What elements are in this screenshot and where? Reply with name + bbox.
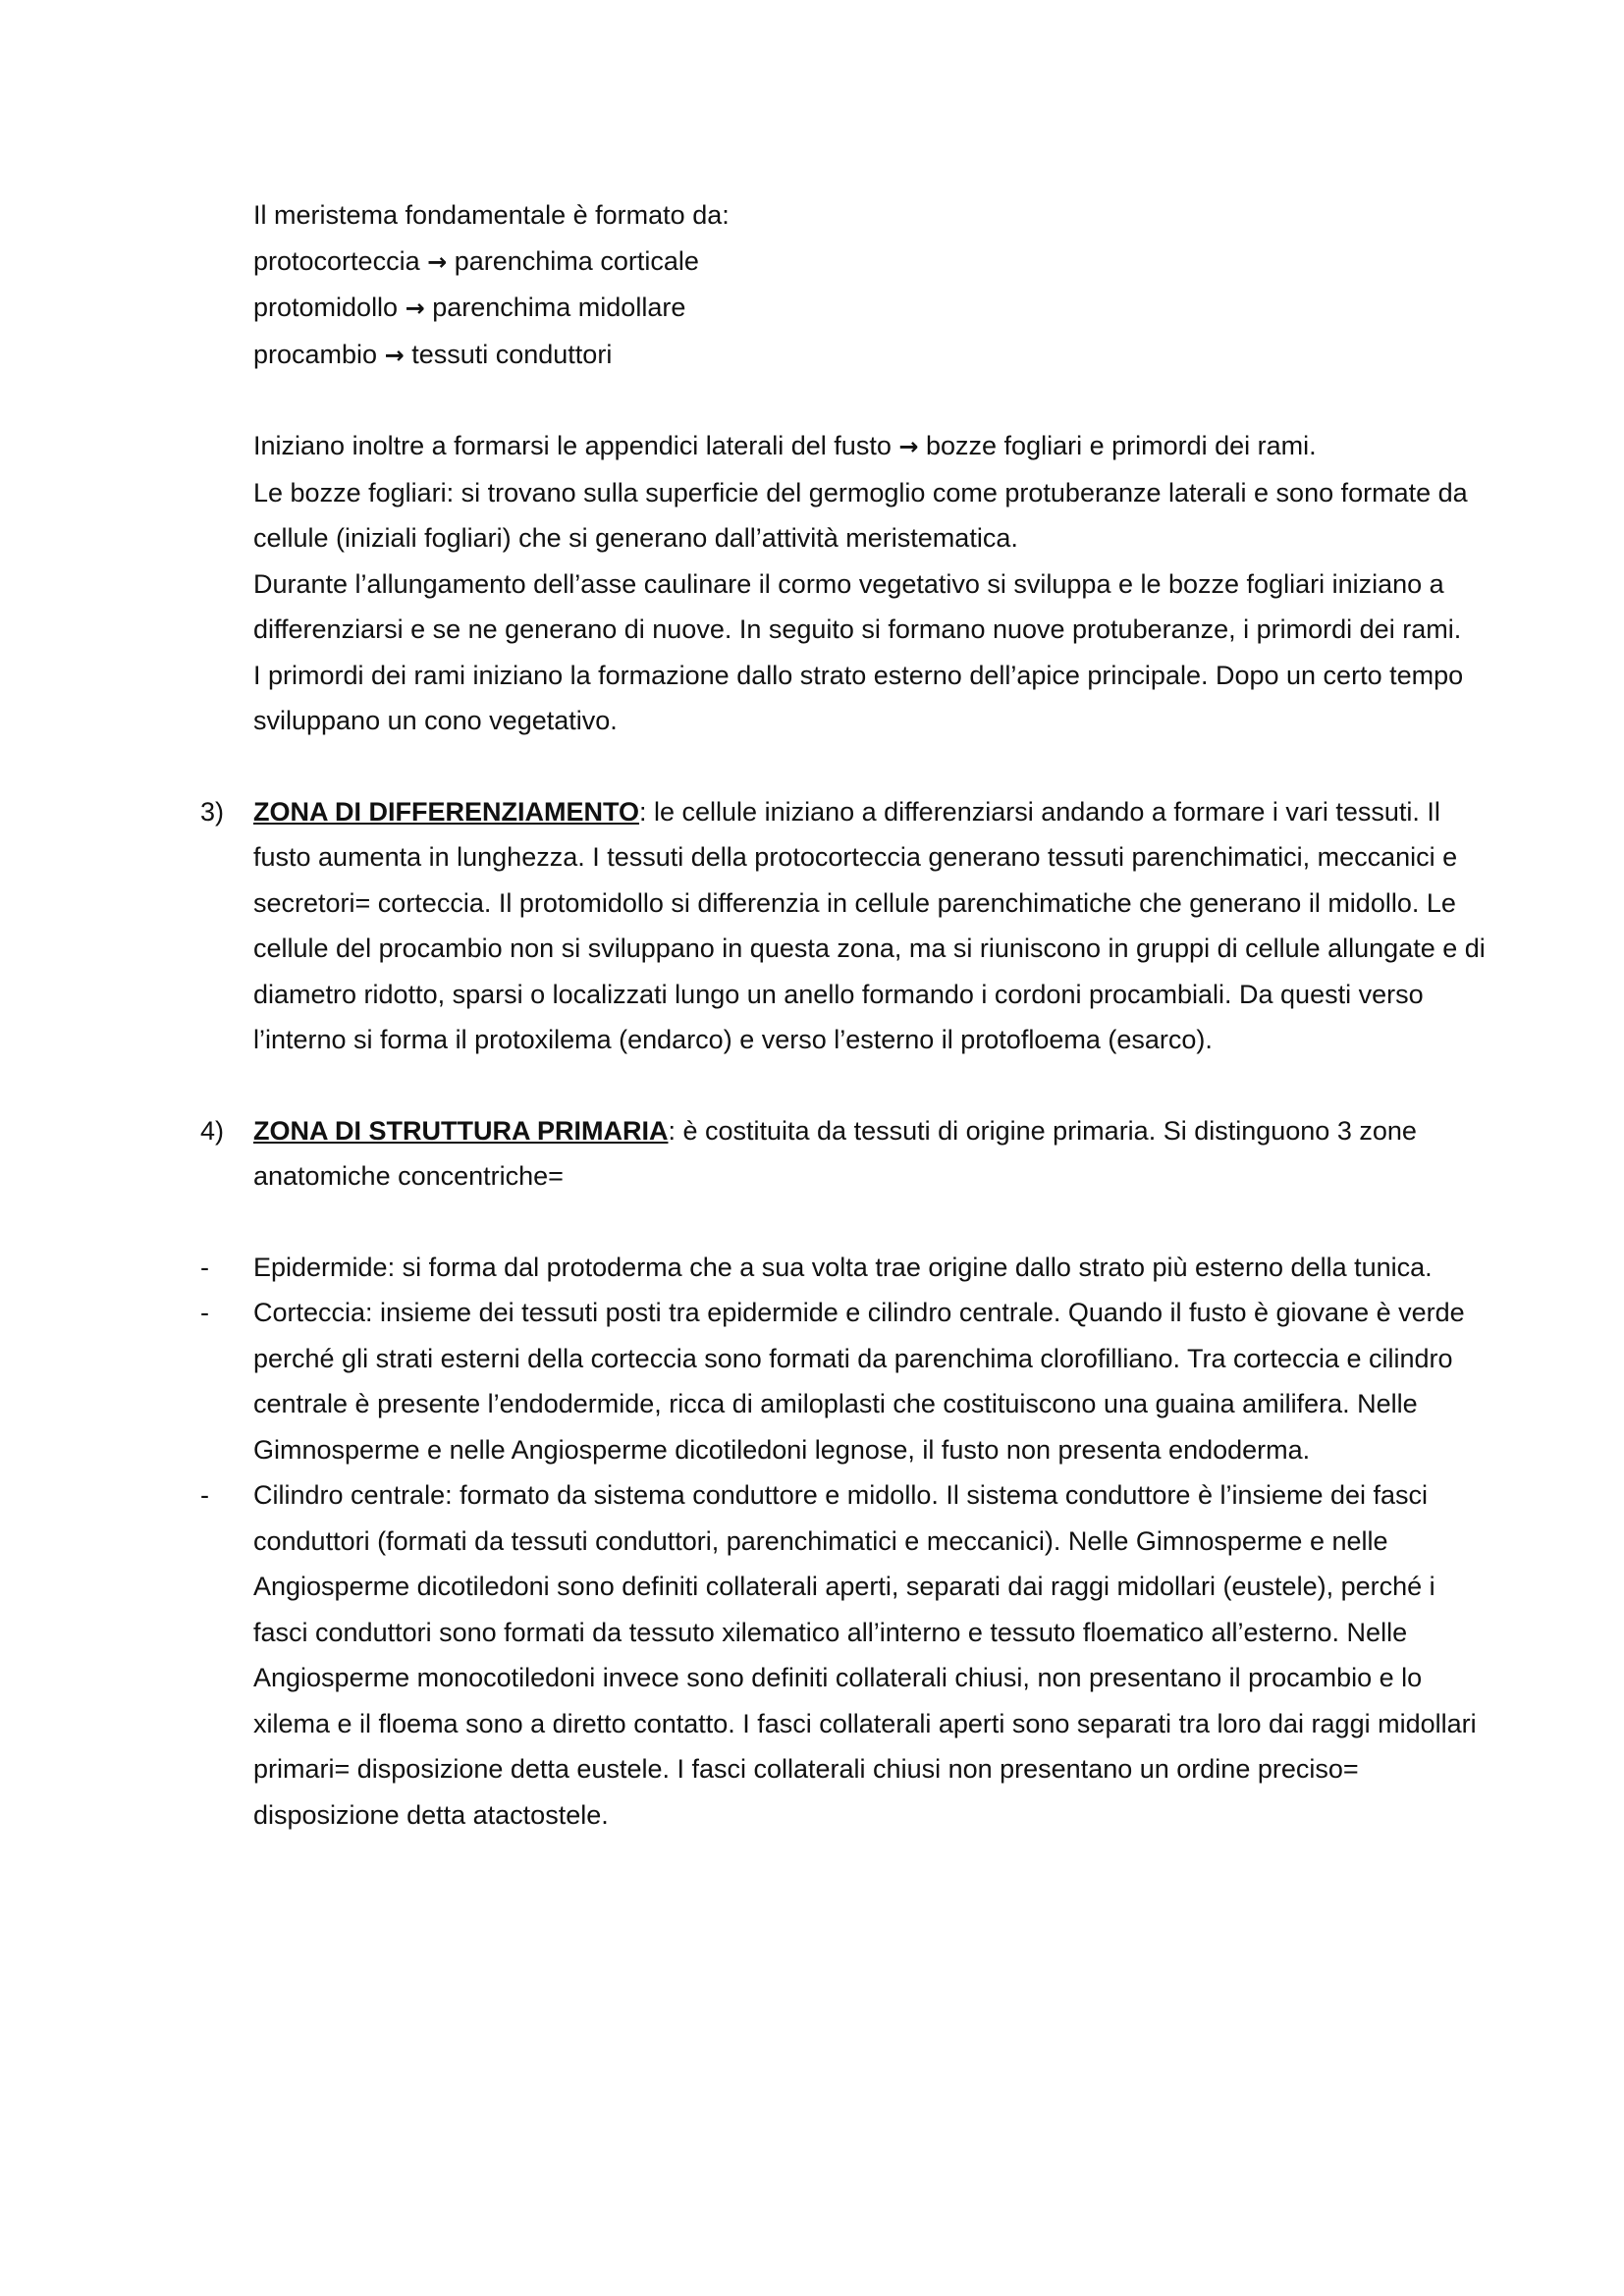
intro-item-to: parenchima corticale [454, 245, 699, 276]
leaf-buds-text: Le bozze fogliari: si trovano sulla superficie del germoglio come protuberanze laterali e sono formate da cellule (iniziali fogliari) che si generano dall’attività meristematica. [253, 477, 1468, 553]
section-4-text: : è costituita da tessuti di origine primaria. Si distinguono 3 zone anatomiche concentriche= [253, 1115, 1417, 1191]
section-4-number: 4) [200, 1115, 225, 1146]
arrow-right-icon: → [898, 433, 919, 460]
section-4 [200, 1108, 1486, 1200]
page-content [200, 192, 1486, 1838]
arrow-right-icon: → [405, 294, 425, 322]
list-item-text: Corteccia: insieme dei tessuti posti tra epidermide e cilindro centrale. Quando il fusto è giovane è verde perché gli strati esterni della corteccia sono formati da parenchima clorofilliano. Tra corteccia e cilindro centrale è presente l’endodermide, ricca di amiloplasti che costituiscono una guaina amilifera. Nelle Gimnosperme e nelle Angiosperme dicotiledoni legnose, il fusto non presenta endoderma. [253, 1298, 1465, 1465]
bullet-dash: - [200, 1252, 209, 1282]
list-item [200, 1472, 1486, 1838]
intro-item [253, 239, 1486, 286]
elongation-text: Durante l’allungamento dell’asse caulinare il cormo vegetativo si sviluppa e le bozze fogliari iniziano a differenziarsi e se ne generano di nuove. In seguito si formano nuove protuberanze, i primordi dei rami. [253, 568, 1462, 644]
zones-list [200, 1245, 1486, 1839]
bullet-dash: - [200, 1298, 209, 1327]
arrow-right-icon: → [427, 247, 448, 276]
appendages-paragraph [253, 423, 1486, 744]
intro-item-from: procambio [253, 339, 378, 369]
intro-item-to: parenchima midollare [432, 293, 686, 322]
list-item-text: Epidermide: si forma dal protoderma che a sua volta trae origine dallo strato più esterno della tunica. [253, 1252, 1433, 1282]
intro-item-from: protocorteccia [253, 245, 420, 276]
intro-item-to: tessuti conduttori [411, 339, 613, 369]
bullet-dash: - [200, 1480, 209, 1510]
branch-primordia-text: I primordi dei rami iniziano la formazione dallo strato esterno dell’apice principale. Dopo un certo tempo sviluppano un cono vegetativo. [253, 660, 1464, 735]
section-3-text: : le cellule iniziano a differenziarsi andando a formare i vari tessuti. Il fusto aumenta in lunghezza. I tessuti della protocorteccia generano tessuti parenchimatici, meccanici e secretori= corteccia. Il protomidollo si differenzia in cellule parenchimatiche che generano il midollo. Le cellule del procambio non si sviluppano in questa zona, ma si riuniscono in gruppi di cellule allungate e di diametro ridotto, sparsi o localizzati lungo un anello formando i cordoni procambiali. Da questi verso l’interno si forma il protoxilema (endarco) e verso l’esterno il protofloema (esarco). [253, 796, 1486, 1054]
section-3 [200, 789, 1486, 1063]
list-item [200, 1290, 1486, 1472]
appendages-lead-result: bozze fogliari e primordi dei rami. [926, 431, 1317, 460]
intro-block [253, 192, 1486, 378]
list-item-text: Cilindro centrale: formato da sistema conduttore e midollo. Il sistema conduttore è l’insieme dei fasci conduttori (formati da tessuti conduttori, parenchimatici e meccanici). Nelle Gimnosperme e nelle Angiosperme dicotiledoni sono definiti collaterali aperti, separati dai raggi midollari (eustele), perché i fasci conduttori sono formati da tessuto xilematico all’interno e tessuto floematico all’esterno. Nelle Angiosperme monocotiledoni invece sono definiti collaterali chiusi, non presentano il procambio e lo xilema e il floema sono a diretto contatto. I fasci collaterali aperti sono separati tra loro dai raggi midollari primari= disposizione detta eustele. I fasci collaterali chiusi non presentano un ordine preciso= disposizione detta atactostele. [253, 1480, 1477, 1830]
section-3-heading: ZONA DI DIFFERENZIAMENTO [253, 796, 639, 827]
intro-title: Il meristema fondamentale è formato da: [253, 200, 730, 230]
intro-item [253, 285, 1486, 332]
appendages-lead [253, 423, 1486, 470]
arrow-right-icon: → [384, 341, 405, 369]
intro-item [253, 332, 1486, 379]
list-item [200, 1245, 1486, 1291]
intro-item-from: protomidollo [253, 293, 399, 322]
section-3-number: 3) [200, 796, 225, 827]
appendages-lead-text: Iniziano inoltre a formarsi le appendici laterali del fusto [253, 431, 892, 460]
section-4-heading: ZONA DI STRUTTURA PRIMARIA [253, 1115, 669, 1146]
